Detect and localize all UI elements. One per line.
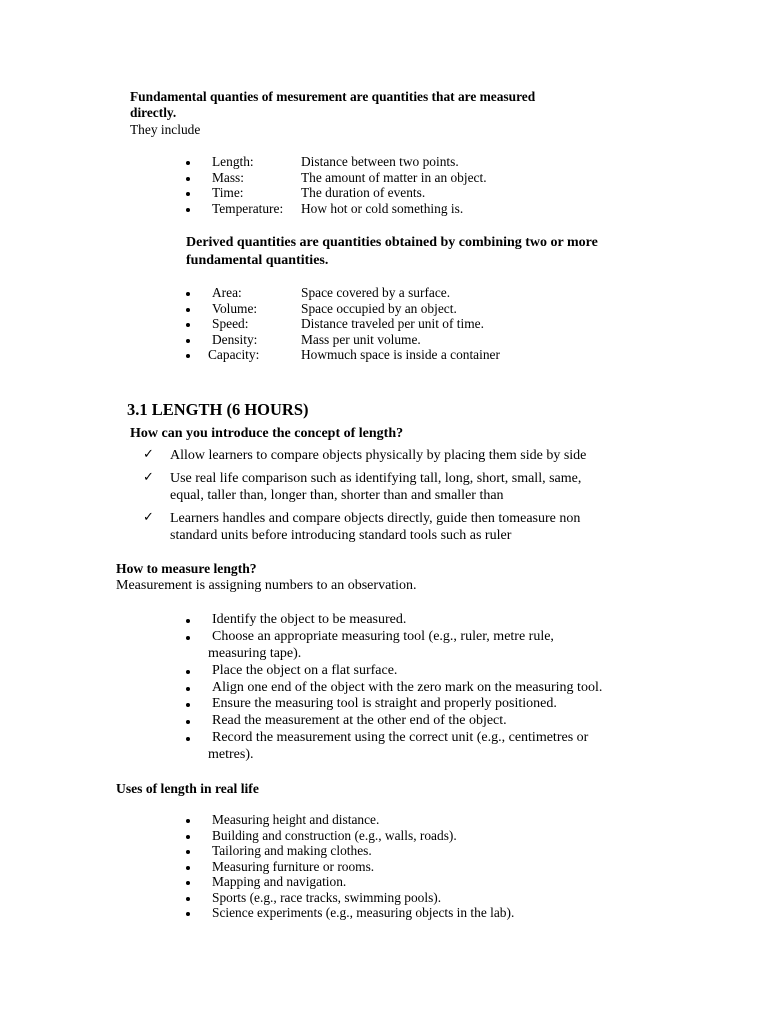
item-definition: Mass per unit volume. <box>301 332 421 347</box>
item-line: Record the measurement using the correct unit (e.g., centimetres or <box>212 730 589 745</box>
uses-heading: Uses of length in real life <box>116 781 259 796</box>
bullet-icon <box>186 850 190 854</box>
measure-heading: How to measure length? <box>116 561 257 576</box>
bullet-icon <box>186 339 190 343</box>
bullet-icon <box>186 308 190 312</box>
bullet-icon <box>186 897 190 901</box>
item-line: Measuring furniture or rooms. <box>212 859 375 874</box>
fundamental-heading-line1: Fundamental quanties of mesurement are quantities that are measured <box>130 89 536 104</box>
bullet-icon <box>186 192 190 196</box>
item-term: Capacity: <box>208 347 260 362</box>
item-line: measuring tape). <box>208 646 302 661</box>
item-definition: The amount of matter in an object. <box>301 170 487 185</box>
bullet-icon <box>186 866 190 870</box>
bullet-icon <box>186 912 190 916</box>
bullet-icon <box>186 354 190 358</box>
item-term: Temperature: <box>212 201 284 216</box>
fundamental-heading-line2: directly. <box>130 105 177 120</box>
item-term: Speed: <box>212 316 249 331</box>
item-definition: How hot or cold something is. <box>301 201 464 216</box>
item-line: equal, taller than, longer than, shorter than and smaller than <box>170 488 504 503</box>
item-term: Mass: <box>212 170 244 185</box>
item-line: Read the measurement at the other end of the object. <box>212 713 507 728</box>
item-term: Volume: <box>212 301 258 316</box>
bullet-icon <box>186 737 190 741</box>
measure-definition: Measurement is assigning numbers to an observation. <box>116 578 417 593</box>
item-line: Measuring height and distance. <box>212 812 380 827</box>
item-term: Density: <box>212 332 258 347</box>
checkmark-icon: ✓ <box>143 470 154 485</box>
fundamental-intro: They include <box>130 122 201 137</box>
item-line: Science experiments (e.g., measuring objects in the lab). <box>212 905 515 920</box>
item-definition: Space covered by a surface. <box>301 285 451 300</box>
bullet-icon <box>186 619 190 623</box>
item-definition: Space occupied by an object. <box>301 301 457 316</box>
item-term: Time: <box>212 185 244 200</box>
item-line: Use real life comparison such as identifying tall, long, short, small, same, <box>170 471 582 486</box>
derived-heading-line2: fundamental quantities. <box>186 253 329 268</box>
item-definition: Howmuch space is inside a container <box>301 347 500 362</box>
item-line: Ensure the measuring tool is straight and properly positioned. <box>212 696 557 711</box>
bullet-icon <box>186 703 190 707</box>
bullet-icon <box>186 636 190 640</box>
bullet-icon <box>186 177 190 181</box>
bullet-icon <box>186 161 190 165</box>
item-line: Place the object on a flat surface. <box>212 663 398 678</box>
item-line: Allow learners to compare objects physically by placing them side by side <box>170 448 587 463</box>
item-line: Choose an appropriate measuring tool (e.g., ruler, metre rule, <box>212 629 554 644</box>
bullet-icon <box>186 819 190 823</box>
item-line: Building and construction (e.g., walls, roads). <box>212 828 457 843</box>
item-definition: The duration of events. <box>301 185 426 200</box>
item-line: Mapping and navigation. <box>212 874 347 889</box>
item-line: standard units before introducing standard tools such as ruler <box>170 528 512 543</box>
checkmark-icon: ✓ <box>143 447 154 462</box>
bullet-icon <box>186 881 190 885</box>
bullet-icon <box>186 292 190 296</box>
item-line: metres). <box>208 747 254 762</box>
bullet-icon <box>186 720 190 724</box>
item-line: Sports (e.g., race tracks, swimming pools). <box>212 890 442 905</box>
bullet-icon <box>186 670 190 674</box>
item-line: Tailoring and making clothes. <box>212 843 372 858</box>
section-question: How can you introduce the concept of length? <box>130 426 404 441</box>
bullet-icon <box>186 687 190 691</box>
bullet-icon <box>186 323 190 327</box>
item-line: Identify the object to be measured. <box>212 612 407 627</box>
item-term: Area: <box>212 285 242 300</box>
item-definition: Distance traveled per unit of time. <box>301 316 484 331</box>
item-term: Length: <box>212 154 254 169</box>
derived-heading-line1: Derived quantities are quantities obtained by combining two or more <box>186 235 598 250</box>
item-definition: Distance between two points. <box>301 154 459 169</box>
item-line: Learners handles and compare objects directly, guide then tomeasure non <box>170 511 581 526</box>
item-line: Align one end of the object with the zero mark on the measuring tool. <box>212 680 603 695</box>
bullet-icon <box>186 208 190 212</box>
bullet-icon <box>186 835 190 839</box>
checkmark-icon: ✓ <box>143 510 154 525</box>
section-title: 3.1 LENGTH (6 HOURS) <box>127 400 309 419</box>
